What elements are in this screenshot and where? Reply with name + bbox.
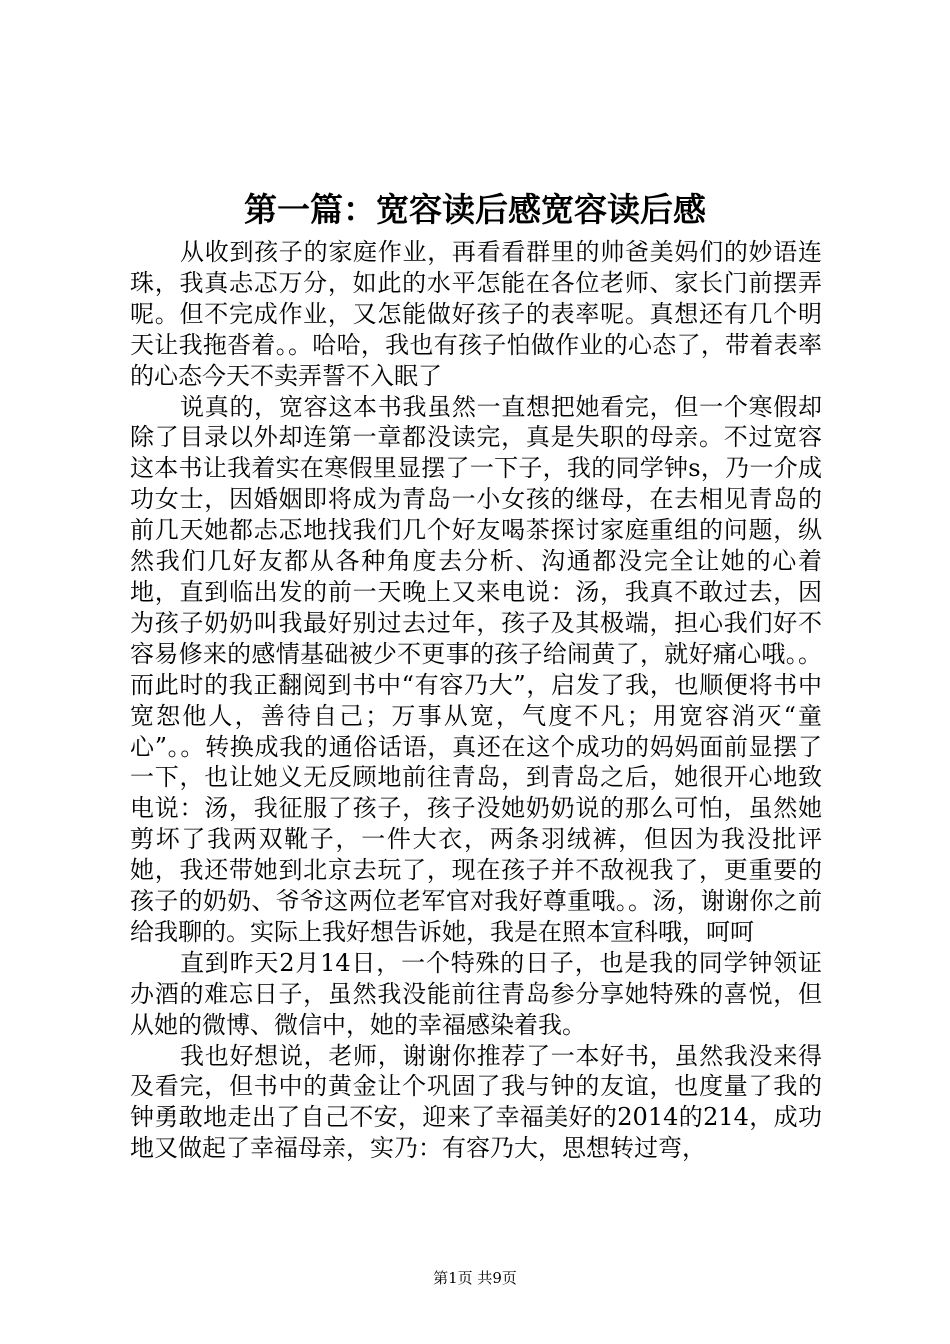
paragraph-3: 直到昨天2月14日，一个特殊的日子，也是我的同学钟领证办酒的难忘日子，虽然我没能前往青岛参分享她特殊的喜悦，但从她的微博、微信中，她的幸福感染着我。 bbox=[130, 948, 822, 1039]
page-number-footer: 第1页 共9页 bbox=[433, 1269, 517, 1287]
document-body bbox=[130, 237, 822, 1164]
page-title: 第一篇：宽容读后感宽容读后感 bbox=[244, 190, 706, 229]
paragraph-1: 从收到孩子的家庭作业，再看看群里的帅爸美妈们的妙语连珠，我真忐忑万分，如此的水平怎能在各位老师、家长门前摆弄呢。但不完成作业，又怎能做好孩子的表率呢。真想还有几个明天让我拖沓着。。哈哈，我也有孩子怕做作业的心态了，带着表率的心态今天不卖弄誓不入眠了 bbox=[130, 238, 822, 390]
paragraph-4: 我也好想说，老师，谢谢你推荐了一本好书，虽然我没来得及看完，但书中的黄金让个巩固了我与钟的友谊，也度量了我的钟勇敢地走出了自己不安，迎来了幸福美好的2014的214，成功地又做起了幸福母亲，实乃：有容乃大，思想转过弯， bbox=[130, 1041, 822, 1163]
paragraph-2: 说真的，宽容这本书我虽然一直想把她看完，但一个寒假却除了目录以外却连第一章都没读完，真是失职的母亲。不过宽容这本书让我着实在寒假里显摆了一下子，我的同学钟s，乃一介成功女士，因婚姻即将成为青岛一小女孩的继母，在去相见青岛的前几天她都忐忑地找我们几个好友喝茶探讨家庭重组的问题，纵然我们几好友都从各种角度去分析、沟通都没完全让她的心着地，直到临出发的前一天晚上又来电说：汤，我真不敢过去，因为孩子奶奶叫我最好别过去过年，孩子及其极端，担心我们好不容易修来的感情基础被少不更事的孩子给闹黄了，就好痛心哦。。而此时的我正翻阅到书中“有容乃大”，启发了我，也顺便将书中宽恕他人，善待自己；万事从宽，气度不凡；用宽容消灭“童心”。。转换成我的通俗话语，真还在这个成功的妈妈面前显摆了一下，也让她义无反顾地前往青岛，到青岛之后，她很开心地致电说：汤，我征服了孩子，孩子没她奶奶说的那么可怕，虽然她剪坏了我两双靴子，一件大衣，两条羽绒裤，但因为我没批评她，我还带她到北京去玩了，现在孩子并不敌视我了，更重要的孩子的奶奶、爷爷这两位老军官对我好尊重哦。。汤，谢谢你之前给我聊的。实际上我好想告诉她，我是在照本宣科哦，呵呵 bbox=[130, 392, 822, 946]
